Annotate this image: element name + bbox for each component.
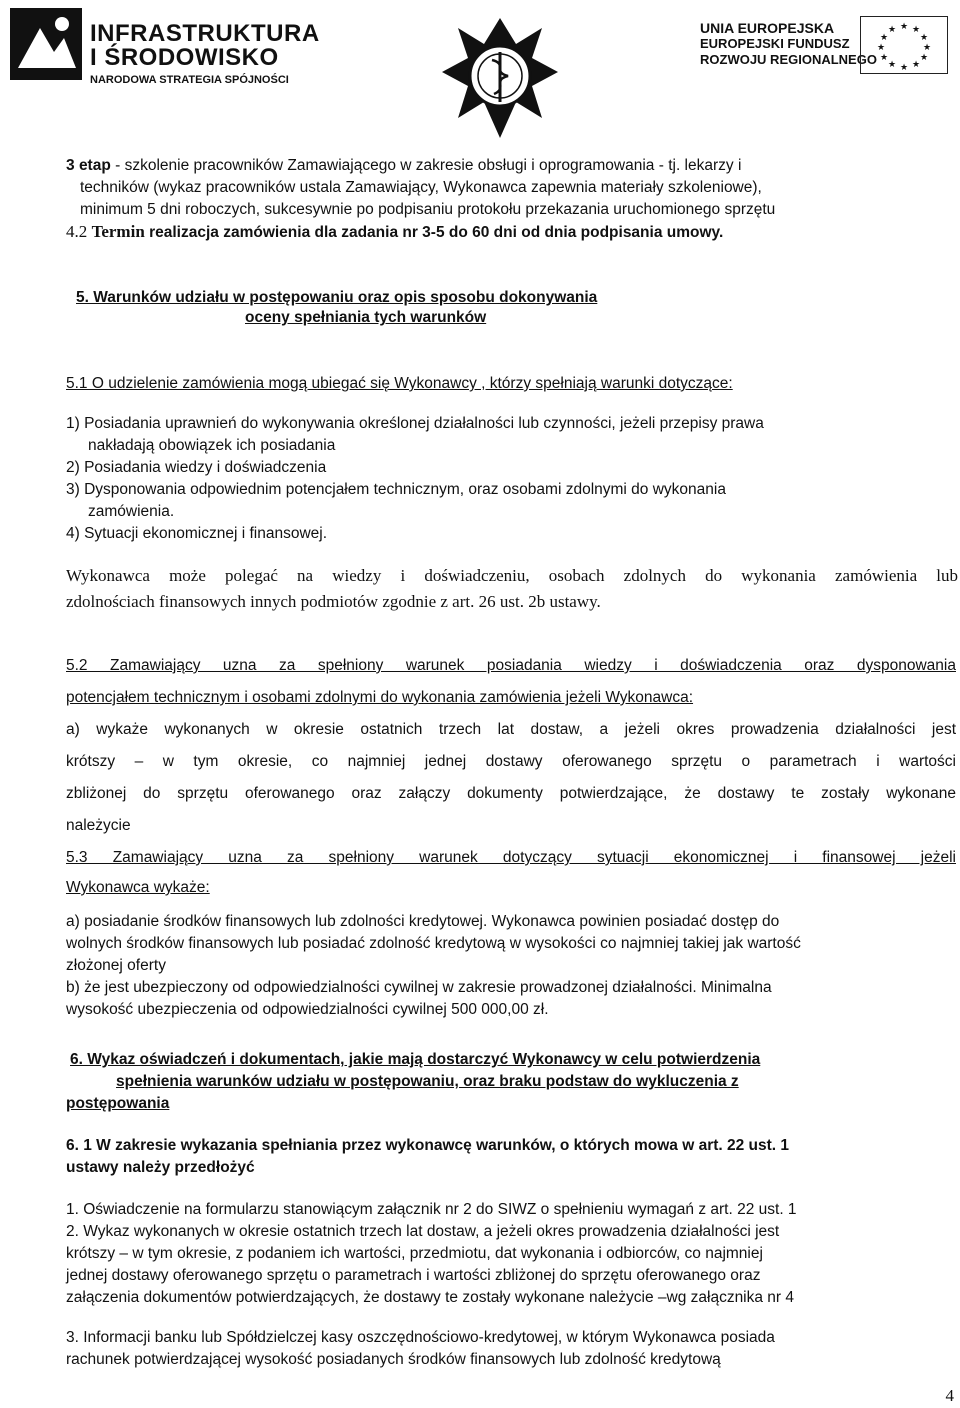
item1b: nakładają obowiązek ich posiadania xyxy=(88,437,336,454)
hospital-seal-icon xyxy=(440,14,560,142)
p52b: potencjałem technicznym i osobami zdolnymi do wykonania zamówienia jeżeli Wykonawca: xyxy=(66,689,694,706)
item3b: zamówienia. xyxy=(88,503,175,520)
eu-line-3: ROZWOJU REGIONALNEGO xyxy=(700,52,877,67)
p52c: a) wykaże wykonanych w okresie ostatnich trzech lat dostaw, a jeżeli okres prowadzenia działalności jest xyxy=(66,721,956,738)
logo-line-3: NARODOWA STRATEGIA SPÓJNOŚCI xyxy=(90,74,289,86)
doc-item-2d: załączenia dokumentów potwierdzających, że dostawy te zostały wykonane należycie –wg załącznika nr 4 xyxy=(66,1289,795,1306)
stage3-text1: - szkolenie pracowników Zamawiającego w zakresie obsługi i oprogramowania - tj. lekarzy i xyxy=(110,157,742,174)
svg-text:★: ★ xyxy=(887,25,897,35)
section6-heading-3: postępowania xyxy=(66,1095,170,1112)
section5-heading-2: oceny spełniania tych warunków xyxy=(245,309,487,326)
stage3-num: 3 xyxy=(66,157,75,174)
stage3-lead: etap xyxy=(78,157,111,174)
svg-text:★: ★ xyxy=(919,33,929,43)
serif-para-1: Wykonawca może polegać na wiedzy i doświadczeniu, osobach zdolnych do wykonania zamówienia lub xyxy=(66,566,958,585)
eu-line-2: EUROPEJSKI FUNDUSZ xyxy=(700,36,850,51)
p51: 5.1 O udzielenie zamówienia mogą ubiegać się Wykonawcy , którzy spełniają warunki dotyczące: xyxy=(66,375,733,392)
term-line xyxy=(66,222,723,242)
p61b: ustawy należy przedłożyć xyxy=(66,1159,255,1176)
serif-para-2: zdolnościach finansowych innych podmiotów zgodnie z art. 26 ust. 2b ustawy. xyxy=(66,592,601,611)
p53e: złożonej oferty xyxy=(66,957,166,974)
flag-symbol-icon xyxy=(10,8,82,80)
term-rest: realizacja zamówienia dla zadania nr 3-5 do 60 dni od dnia podpisania umowy. xyxy=(149,224,724,241)
doc-item-1: 1. Oświadczenie na formularzu stanowiącym załącznik nr 2 do SIWZ o spełnieniu wymagań z art. 22 ust. 1 xyxy=(66,1201,797,1218)
p53d: wolnych środków finansowych lub posiadać zdolność kredytową w wysokości co najmniej takiej jak wartość xyxy=(66,935,801,952)
item2: 2) Posiadania wiedzy i doświadczenia xyxy=(66,459,327,476)
doc-item-2c: jednej dostawy oferowanego sprzętu o parametrach i wartości zbliżonej do sprzętu oferowanego oraz xyxy=(66,1267,761,1284)
p52f: należycie xyxy=(66,817,131,834)
p52a: 5.2 Zamawiający uzna za spełniony warunek posiadania wiedzy i doświadczenia oraz dysponowania xyxy=(66,657,956,674)
stage3-line1 xyxy=(66,156,741,176)
p53b: Wykonawca wykaże: xyxy=(66,879,210,896)
svg-text:★: ★ xyxy=(887,60,897,70)
p53f: b) że jest ubezpieczony od odpowiedzialności cywilnej w zakresie prowadzonej działalności. Minimalna xyxy=(66,979,772,996)
logo-line-2: I ŚRODOWISKO xyxy=(90,44,279,71)
eu-flag-icon xyxy=(860,16,948,74)
item1a: 1) Posiadania uprawnień do wykonywania określonej działalności lub czynności, jeżeli przepisy prawa xyxy=(66,415,764,432)
svg-text:★: ★ xyxy=(922,43,932,53)
p53a: 5.3 Zamawiający uzna za spełniony warunek dotyczący sytuacji ekonomicznej i finansowej jeżeli xyxy=(66,849,956,866)
svg-text:★: ★ xyxy=(911,25,921,35)
stage3-line3: minimum 5 dni roboczych, sukcesywnie po podpisaniu protokołu przekazania uruchomionego sprzętu xyxy=(80,201,776,218)
svg-text:★: ★ xyxy=(876,43,886,53)
svg-text:★: ★ xyxy=(919,53,929,63)
doc-item-3a: 3. Informacji banku lub Spółdzielczej kasy oszczędnościowo-kredytowej, w którym Wykonawca posiada xyxy=(66,1329,775,1346)
section6-heading: 6. Wykaz oświadczeń i dokumentach, jakie mają dostarczyć Wykonawcy w celu potwierdzenia xyxy=(70,1051,761,1068)
doc-item-2b: krótszy – w tym okresie, z podaniem ich wartości, przedmiotu, dat wykonania i odbiorców, co najmniej xyxy=(66,1245,763,1262)
item3a: 3) Dysponowania odpowiednim potencjałem technicznym, oraz osobami zdolnymi do wykonania xyxy=(66,481,726,498)
svg-text:★: ★ xyxy=(899,63,909,73)
p53c: a) posiadanie środków finansowych lub zdolności kredytowej. Wykonawca powinien posiadać dostęp do xyxy=(66,913,780,930)
item4: 4) Sytuacji ekonomicznej i finansowej. xyxy=(66,525,328,542)
eu-logo-text xyxy=(700,20,877,68)
p52d: krótszy – w tym okresie, co najmniej jednej dostawy oferowanego sprzętu o parametrach i wartości xyxy=(66,753,956,770)
p61a: 6. 1 W zakresie wykazania spełniania przez wykonawcę warunków, o których mowa w art. 22 ust. 1 xyxy=(66,1137,790,1154)
section5-heading: 5. Warunków udziału w postępowaniu oraz opis sposobu dokonywania xyxy=(76,289,598,306)
svg-text:★: ★ xyxy=(879,53,889,63)
eu-line-1: UNIA EUROPEJSKA xyxy=(700,20,835,36)
logo-line-1: INFRASTRUKTURA xyxy=(90,20,320,47)
svg-text:★: ★ xyxy=(911,60,921,70)
p52e: zbliżonej do sprzętu oferowanego oraz załączy dokumenty potwierdzające, że dostawy te zostały wykonane xyxy=(66,785,956,802)
p53g: wysokość ubezpieczenia od odpowiedzialności cywilnej 500 000,00 zł. xyxy=(66,1001,549,1018)
term-num: 4.2 xyxy=(66,222,88,241)
term-word: Termin xyxy=(91,222,145,241)
doc-item-2a: 2. Wykaz wykonanych w okresie ostatnich trzech lat dostaw, a jeżeli okres prowadzenia działalności jest xyxy=(66,1223,780,1240)
infrastruktura-logo xyxy=(0,0,320,95)
doc-item-3b: rachunek potwierdzającej wysokość posiadanych środków finansowych lub zdolność kredytową xyxy=(66,1351,721,1368)
section6-heading-2: spełnienia warunków udziału w postępowaniu, oraz braku podstaw do wykluczenia z xyxy=(116,1073,739,1090)
page-number: 4 xyxy=(945,1386,954,1405)
stage3-line2: techników (wykaz pracowników ustala Zamawiający, Wykonawca zapewnia materiały szkoleniowe), xyxy=(80,179,762,196)
svg-text:★: ★ xyxy=(899,22,909,32)
svg-text:★: ★ xyxy=(879,33,889,43)
